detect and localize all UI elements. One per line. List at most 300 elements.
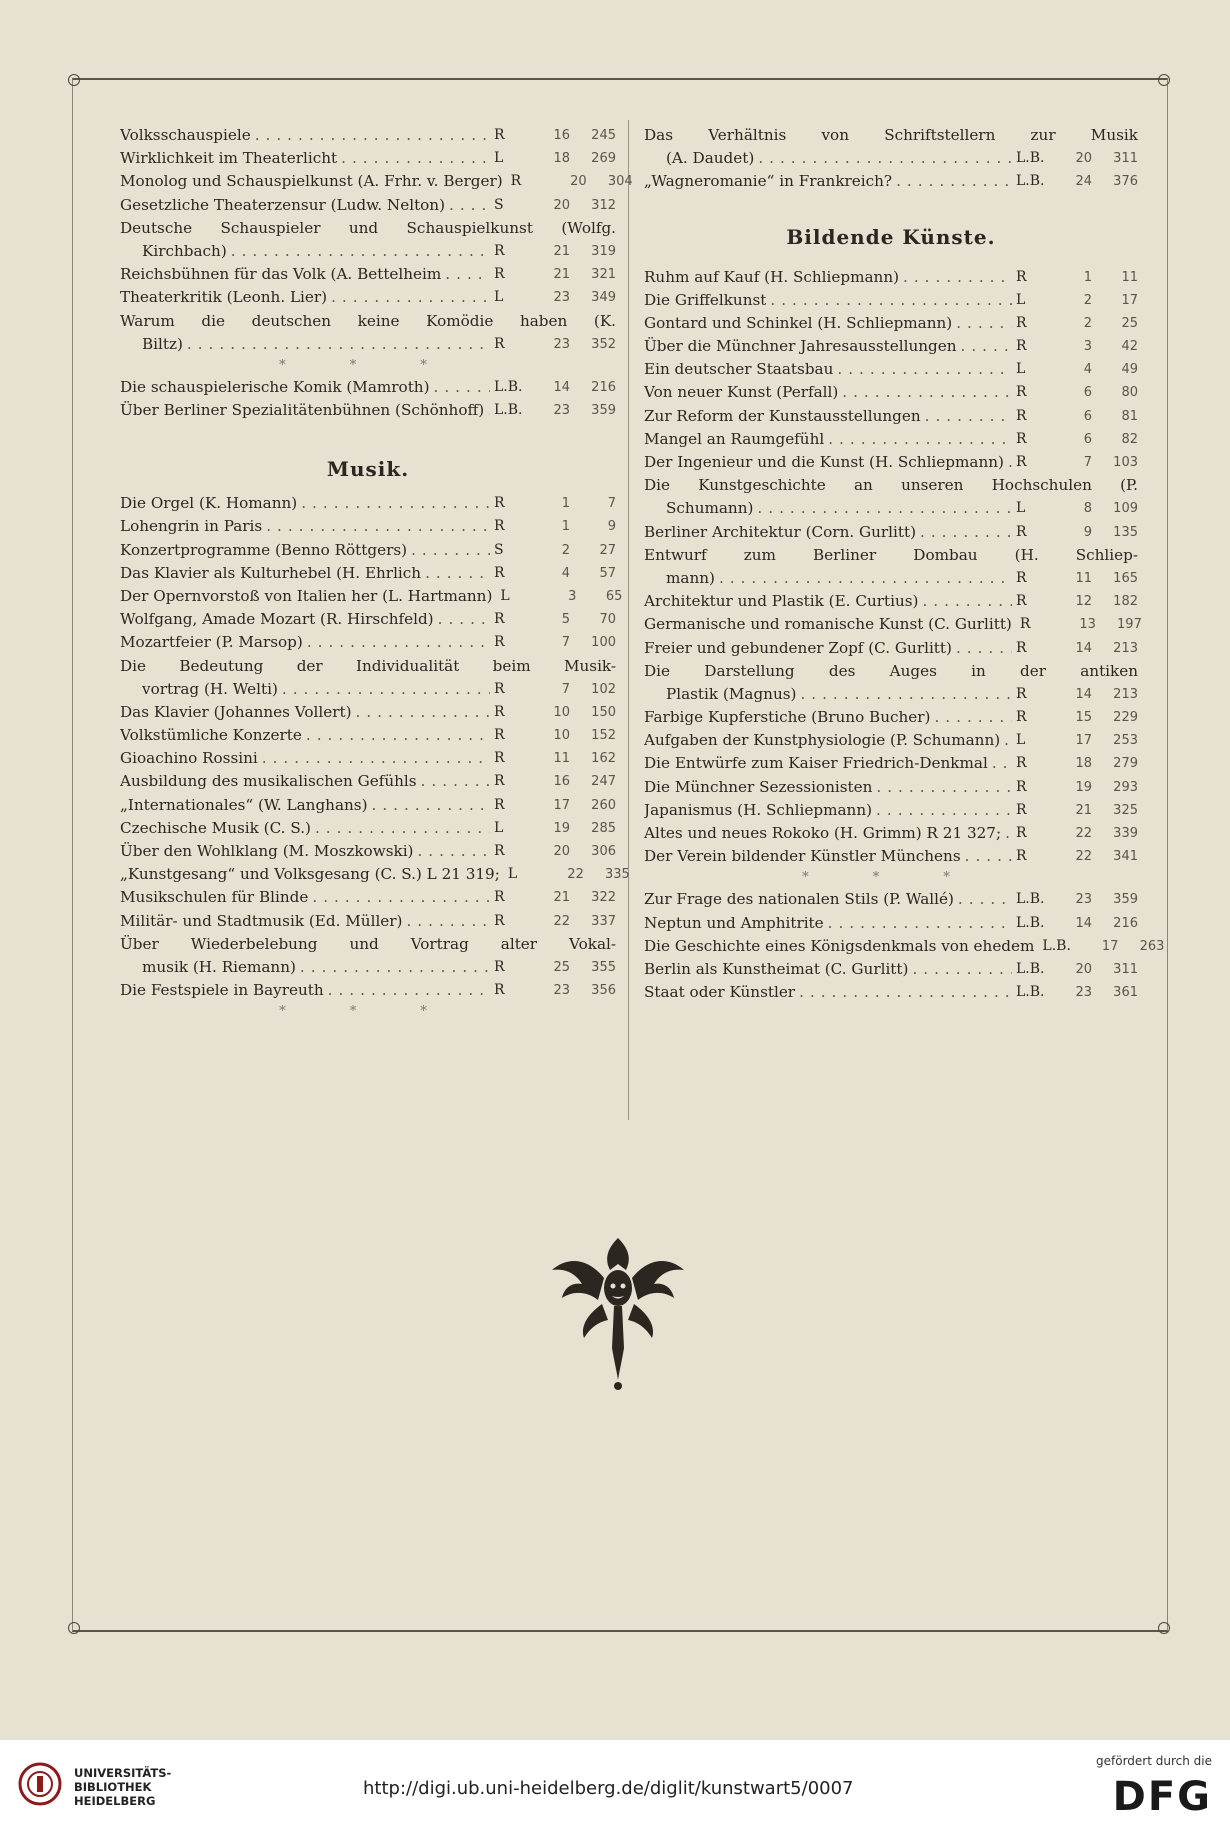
volume-number: 19 (1075, 779, 1092, 795)
index-entry[interactable] (120, 124, 616, 147)
volume-page-ref (542, 399, 616, 422)
volume-number: 22 (553, 913, 570, 929)
index-entry[interactable] (120, 863, 630, 886)
source-abbrev: R (494, 889, 505, 906)
volume-number: 17 (1101, 938, 1119, 954)
volume-number: 1 (561, 496, 570, 512)
entry-title-line2: Schumann) (666, 499, 754, 518)
entry-title: Der Ingenieur und die Kunst (H. Schliepmann) (644, 453, 1004, 472)
leader-dots (956, 637, 1012, 660)
page-number: 356 (591, 983, 616, 999)
entry-title: Militär- und Stadtmusik (Ed. Müller) (120, 911, 403, 930)
leader-dots (445, 263, 490, 286)
index-entry[interactable] (644, 521, 1138, 544)
volume-number: 3 (1083, 339, 1092, 355)
volume-page-ref (1064, 567, 1138, 590)
leader-dots (1005, 822, 1012, 845)
index-entry[interactable] (644, 590, 1138, 613)
entry-title: Altes und neues Rokoko (H. Grimm) R 21 327; (644, 824, 1002, 843)
entry-title: Staat oder Künstler (644, 983, 796, 1002)
leader-dots (262, 747, 490, 770)
entry-title: Lohengrin in Paris (120, 517, 263, 536)
source-abbrev: R (494, 959, 505, 975)
entry-title: Germanische und romanische Kunst (C. Gurlitt) (644, 615, 1012, 634)
volume-number: 7 (1083, 455, 1092, 471)
page-number: 103 (1113, 455, 1138, 471)
volume-page-ref (1064, 888, 1138, 911)
volume-number: 20 (570, 174, 587, 190)
volume-page-ref (1068, 613, 1142, 636)
index-entry[interactable] (644, 776, 1138, 799)
page-number: 57 (599, 565, 616, 581)
page-number: 312 (591, 197, 616, 213)
volume-number: 6 (1083, 408, 1092, 424)
source-abbrev: R (494, 564, 505, 581)
index-entry[interactable] (644, 266, 1138, 289)
entry-title: Reichsbühnen für das Volk (A. Bettelheim (120, 265, 442, 284)
entry-title: Über Wiederbelebung und Vortrag alter Vokal- (120, 934, 616, 953)
page-number: 352 (591, 336, 616, 352)
volume-number: 14 (1075, 640, 1092, 656)
source-abbrev: R (494, 912, 505, 929)
entry-title: Mozartfeier (P. Marsop) (120, 633, 303, 652)
leader-dots (842, 381, 1012, 404)
source-abbrev: R (494, 266, 505, 283)
leader-dots (488, 399, 490, 422)
volume-number: 20 (553, 844, 570, 860)
entry-title: Über Berliner Spezialitätenbühnen (Schönhoff) (120, 401, 485, 420)
university-seal-icon (18, 1762, 62, 1806)
entry-title: Zur Frage des nationalen Stils (P. Wallé) (644, 890, 954, 909)
volume-number: 2 (561, 542, 570, 558)
index-entry[interactable] (120, 492, 616, 515)
index-entry[interactable] (644, 799, 1138, 822)
volume-number: 22 (567, 867, 584, 883)
volume-page-ref (1064, 822, 1138, 845)
source-abbrev: R (494, 843, 505, 860)
volume-number: 20 (1075, 961, 1092, 977)
entry-title: Berlin als Kunstheimat (C. Gurlitt) (644, 959, 909, 978)
page-number: 355 (591, 960, 616, 975)
leader-dots (758, 147, 1012, 170)
volume-number: 4 (1083, 362, 1092, 378)
entry-title-continuation (644, 567, 1138, 590)
page-number: 253 (1113, 733, 1138, 749)
entry-title: Freier und gebundener Zopf (C. Gurlitt) (644, 638, 952, 657)
volume-page-ref (542, 608, 616, 631)
index-entry[interactable] (120, 794, 616, 817)
index-entry[interactable] (644, 124, 1138, 170)
volume-number: 3 (568, 588, 577, 604)
entry-title: „Internationales“ (W. Langhans) (120, 795, 368, 814)
entry-title-line2: musik (H. Riemann) (142, 958, 296, 976)
source-abbrev: R (1016, 755, 1027, 772)
right-column (644, 124, 1165, 1004)
funding-note: gefördert durch die (1096, 1754, 1212, 1768)
index-entry[interactable] (120, 585, 623, 608)
source-abbrev: L (500, 587, 510, 604)
section-separator-stars: * * * (279, 1004, 457, 1020)
page-number: 263 (1139, 938, 1165, 954)
entry-title: Musikschulen für Blinde (120, 888, 309, 907)
index-entry[interactable] (644, 729, 1138, 752)
index-entry[interactable] (644, 451, 1138, 474)
entry-title: Ein deutscher Staatsbau (644, 360, 834, 379)
volume-page-ref (1064, 312, 1138, 335)
volume-number: 25 (553, 960, 570, 975)
entry-title: Wirklichkeit im Theaterlicht (120, 149, 338, 168)
index-entry[interactable] (644, 474, 1138, 520)
page-number: 304 (607, 174, 633, 190)
left-column (120, 124, 633, 1022)
volume-number: 6 (1083, 431, 1092, 447)
source-abbrev: R (494, 703, 505, 720)
index-entry[interactable] (120, 979, 616, 1002)
page-number: 321 (591, 267, 616, 283)
volume-page-ref (542, 333, 616, 356)
source-abbrev: R (494, 242, 505, 259)
volume-page-ref (559, 170, 633, 193)
index-entry[interactable] (120, 747, 616, 770)
volume-number: 23 (1075, 985, 1092, 1001)
volume-page-ref (542, 678, 616, 701)
volume-page-ref (542, 376, 616, 399)
page-number: 293 (1113, 779, 1138, 795)
page-number: 25 (1121, 315, 1138, 331)
index-entry[interactable] (644, 888, 1138, 911)
index-entry[interactable] (644, 544, 1138, 590)
volume-number: 13 (1079, 617, 1096, 633)
index-entry[interactable] (120, 608, 616, 631)
page-number: 349 (591, 290, 616, 306)
source-abbrev: R (494, 518, 505, 535)
entry-title: Der Verein bildender Künstler Münchens (644, 847, 961, 866)
source-abbrev: R (1016, 570, 1027, 586)
entry-title: Die Bedeutung der Individualität beim Musik- (120, 656, 616, 675)
index-entry[interactable] (120, 399, 616, 422)
entry-title: Gontard und Schinkel (H. Schliepmann) (644, 313, 953, 332)
leader-dots (411, 539, 490, 562)
volume-page-ref (1064, 266, 1138, 289)
source-abbrev: L (494, 150, 504, 167)
page-number: 339 (1113, 826, 1138, 842)
library-name: UNIVERSITÄTS- BIBLIOTHEK HEIDELBERG (74, 1766, 172, 1808)
volume-page-ref (542, 886, 616, 909)
index-entry[interactable] (644, 637, 1138, 660)
volume-number: 6 (1083, 385, 1092, 401)
volume-number: 17 (553, 797, 570, 813)
entry-title-line2: (A. Daudet) (666, 149, 755, 168)
source-abbrev: L (494, 289, 504, 306)
source-abbrev: S (494, 196, 504, 213)
volume-number: 17 (1075, 733, 1092, 749)
entry-title-continuation (644, 497, 1138, 520)
volume-number: 11 (1075, 571, 1092, 586)
section-heading: Musik. (326, 457, 410, 482)
leader-dots (828, 912, 1012, 935)
entry-title-continuation (120, 240, 616, 263)
leader-dots (187, 333, 490, 356)
volume-page-ref (1064, 497, 1138, 520)
index-entry[interactable] (644, 312, 1138, 335)
volume-page-ref (1064, 428, 1138, 451)
source-abbrev: S (494, 541, 504, 558)
volume-number: 10 (553, 704, 570, 720)
entry-title: Gesetzliche Theaterzensur (Ludw. Nelton) (120, 195, 446, 214)
source-abbrev: R (1016, 685, 1027, 702)
entry-title: Neptun und Amphitrite (644, 913, 824, 932)
entry-title: Warum die deutschen keine Komödie haben (K. (120, 311, 616, 330)
leader-dots (922, 590, 1012, 613)
leader-dots (312, 886, 490, 909)
index-entry[interactable] (644, 981, 1138, 1004)
index-entry[interactable] (644, 845, 1138, 868)
page-number: 322 (591, 890, 616, 906)
page-number: 70 (599, 612, 616, 628)
volume-page-ref (542, 147, 616, 170)
source-abbrev: L (1016, 500, 1026, 517)
entry-title-continuation (644, 147, 1138, 170)
index-entry[interactable] (120, 631, 616, 654)
volume-number: 8 (1083, 501, 1092, 517)
volume-number: 21 (553, 890, 570, 906)
entry-title-line2: mann) (666, 569, 715, 587)
volume-page-ref (542, 701, 616, 724)
index-entry[interactable] (120, 217, 616, 263)
volume-number: 19 (553, 820, 570, 836)
volume-page-ref (542, 263, 616, 286)
leader-dots (903, 266, 1012, 289)
volume-page-ref (542, 910, 616, 933)
index-entry[interactable] (644, 822, 1138, 845)
source-abbrev: R (494, 126, 505, 143)
index-entry[interactable] (120, 724, 616, 747)
source-abbrev: L (1016, 361, 1026, 378)
volume-page-ref (1064, 981, 1138, 1004)
leader-dots (307, 631, 490, 654)
entry-title: Die Kunstgeschichte an unseren Hochschulen (P. (644, 476, 1138, 495)
volume-page-ref (1064, 381, 1138, 404)
leader-dots (1008, 451, 1012, 474)
source-url[interactable]: http://digi.ub.uni-heidelberg.de/diglit/kunstwart5/0007 (363, 1778, 854, 1799)
volume-number: 23 (553, 403, 570, 419)
entry-title-line2: Plastik (Magnus) (666, 684, 797, 703)
index-entry[interactable] (644, 935, 1165, 958)
volume-page-ref (542, 979, 616, 1002)
leader-dots (920, 521, 1012, 544)
index-entry[interactable] (120, 562, 616, 585)
page-number: 260 (591, 797, 616, 813)
entry-title: Das Klavier als Kulturhebel (H. Ehrlich (120, 563, 422, 582)
leader-dots (992, 752, 1012, 775)
column-divider (628, 120, 629, 1120)
source-abbrev: R (1016, 314, 1027, 331)
page-number: 245 (591, 127, 616, 143)
leader-dots (965, 845, 1012, 868)
volume-page-ref (542, 539, 616, 562)
source-abbrev: R (1016, 407, 1027, 424)
entry-title: Über die Münchner Jahresausstellungen (644, 337, 957, 356)
volume-number: 9 (1083, 524, 1092, 540)
page-number: 213 (1113, 686, 1138, 702)
index-entry[interactable] (120, 910, 616, 933)
entry-title: Deutsche Schauspieler und Schauspielkunst (Wolfg. (120, 218, 616, 237)
index-entry[interactable] (120, 376, 616, 399)
entry-title: Die Entwürfe zum Kaiser Friedrich-Denkmal (644, 754, 988, 773)
volume-page-ref (542, 492, 616, 515)
volume-number: 16 (553, 127, 570, 143)
source-abbrev: R (1016, 454, 1027, 471)
volume-number: 16 (553, 774, 570, 790)
volume-number: 23 (553, 983, 570, 999)
index-entry[interactable] (120, 194, 616, 217)
source-abbrev: L.B. (1016, 891, 1045, 908)
volume-number: 23 (1075, 892, 1092, 908)
index-entry[interactable] (644, 613, 1142, 636)
index-entry[interactable] (120, 286, 616, 309)
entry-title: Theaterkritik (Leonh. Lier) (120, 288, 328, 307)
index-entry[interactable] (644, 706, 1138, 729)
index-entry[interactable] (120, 933, 616, 979)
volume-page-ref (1090, 935, 1164, 958)
volume-page-ref (542, 747, 616, 770)
source-abbrev: R (1016, 384, 1027, 401)
page-number: 341 (1113, 849, 1138, 865)
entry-title: Volksschauspiele (120, 125, 251, 144)
page-number: 285 (591, 820, 616, 836)
page-number: 165 (1113, 571, 1138, 586)
index-entry[interactable] (120, 539, 616, 562)
index-entry[interactable] (120, 170, 633, 193)
volume-page-ref (542, 770, 616, 793)
page-number: 361 (1113, 985, 1138, 1001)
page-number: 279 (1113, 756, 1138, 772)
corner-ornament (1158, 74, 1170, 86)
index-entry[interactable] (644, 170, 1138, 193)
index-entry[interactable] (644, 753, 1138, 776)
page-number: 216 (1113, 915, 1138, 931)
index-entry[interactable] (120, 147, 616, 170)
source-abbrev: L (1016, 291, 1026, 308)
volume-number: 22 (1075, 826, 1092, 842)
volume-page-ref (1064, 147, 1138, 170)
source-abbrev: R (1016, 801, 1027, 818)
volume-number: 18 (1075, 756, 1092, 772)
source-abbrev: R (1016, 338, 1027, 355)
source-abbrev: R (1016, 268, 1027, 285)
index-entry[interactable] (120, 310, 616, 356)
volume-page-ref (1064, 637, 1138, 660)
index-entry[interactable] (120, 840, 616, 863)
entry-title: „Kunstgesang“ und Volksgesang (C. S.) L 21 319; (120, 865, 500, 884)
volume-page-ref (556, 863, 630, 886)
page-number: 82 (1121, 431, 1138, 447)
entry-title: Japanismus (H. Schliepmann) (644, 800, 873, 819)
entry-title: Die Münchner Sezessionisten (644, 777, 873, 796)
leader-dots (417, 840, 490, 863)
page-number: 11 (1121, 269, 1138, 285)
leader-dots (958, 888, 1012, 911)
index-entry[interactable] (120, 515, 616, 538)
page-number: 81 (1121, 408, 1138, 424)
index-entry[interactable] (644, 660, 1138, 706)
entry-title: Aufgaben der Kunstphysiologie (P. Schumann) (644, 731, 1001, 750)
volume-page-ref (1064, 912, 1138, 935)
entry-title-continuation (120, 678, 616, 701)
volume-number: 11 (553, 751, 570, 767)
source-abbrev: R (494, 680, 505, 697)
leader-dots (406, 910, 490, 933)
page-number: 311 (1113, 151, 1138, 167)
leader-dots (255, 124, 490, 147)
volume-page-ref (1064, 358, 1138, 381)
index-entry[interactable] (644, 358, 1138, 381)
index-entry[interactable] (120, 701, 616, 724)
entry-title: Die Orgel (K. Homann) (120, 494, 298, 513)
volume-page-ref (1064, 521, 1138, 544)
index-entry[interactable] (644, 912, 1138, 935)
leader-dots (800, 683, 1012, 706)
volume-page-ref (542, 724, 616, 747)
source-abbrev: R (1016, 430, 1027, 447)
source-abbrev: R (494, 750, 505, 767)
leader-dots (331, 286, 490, 309)
page-number: 359 (1113, 892, 1138, 908)
index-entry[interactable] (644, 382, 1138, 405)
volume-number: 22 (1075, 849, 1092, 865)
page-number: 27 (599, 542, 616, 558)
volume-number: 21 (1075, 802, 1092, 818)
index-entry[interactable] (644, 289, 1138, 312)
corner-ornament (1158, 1622, 1170, 1634)
entry-title: Die Darstellung des Auges in der antiken (644, 661, 1138, 680)
entry-title: Czechische Musik (C. S.) (120, 818, 311, 837)
leader-dots (876, 776, 1012, 799)
volume-page-ref (542, 817, 616, 840)
volume-page-ref (1064, 289, 1138, 312)
source-abbrev: R (494, 335, 505, 352)
volume-number: 14 (1075, 915, 1092, 931)
volume-page-ref (548, 585, 622, 608)
index-entry[interactable] (120, 263, 616, 286)
index-entry[interactable] (644, 958, 1138, 981)
entry-title: Berliner Architektur (Corn. Gurlitt) (644, 522, 917, 541)
leader-dots (306, 724, 490, 747)
entry-title-continuation (120, 956, 616, 979)
leader-dots (301, 492, 490, 515)
entry-title: Die schauspielerische Komik (Mamroth) (120, 377, 430, 396)
index-entry[interactable] (120, 886, 616, 909)
leader-dots (770, 289, 1012, 312)
entry-title: Entwurf zum Berliner Dombau (H. Schliep- (644, 545, 1138, 564)
index-entry[interactable] (120, 817, 616, 840)
leader-dots (266, 515, 490, 538)
leader-dots (356, 701, 491, 724)
index-entry[interactable] (644, 405, 1138, 428)
volume-number: 2 (1083, 292, 1092, 308)
leader-dots (1004, 729, 1012, 752)
page-number: 9 (607, 519, 616, 535)
source-abbrev: L.B. (1016, 173, 1045, 190)
index-entry[interactable] (120, 655, 616, 701)
index-entry[interactable] (120, 771, 616, 794)
leader-dots (925, 405, 1012, 428)
volume-page-ref (1064, 752, 1138, 775)
entry-title: Das Klavier (Johannes Vollert) (120, 702, 352, 721)
index-entry[interactable] (644, 335, 1138, 358)
index-entry[interactable] (644, 428, 1138, 451)
volume-page-ref (542, 286, 616, 309)
